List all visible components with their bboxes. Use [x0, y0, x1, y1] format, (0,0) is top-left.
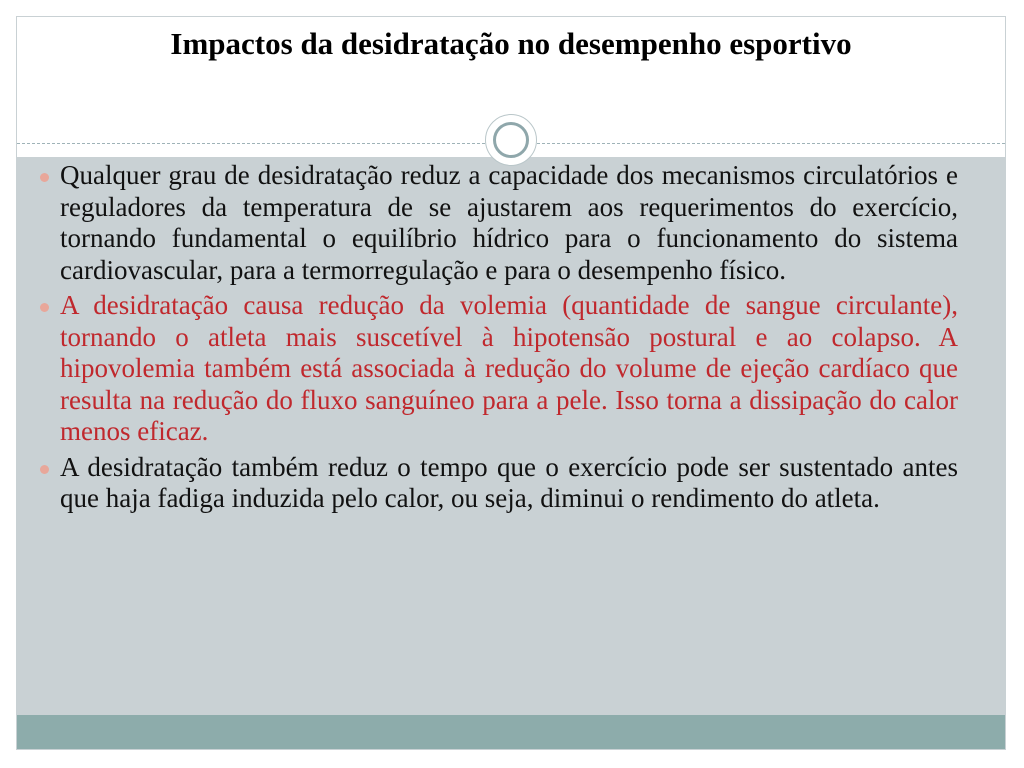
bullet-dot-icon: [40, 173, 49, 182]
bullet-dot-icon: [40, 465, 49, 474]
bullet-item: [40, 452, 958, 515]
bullet-text: A desidratação também reduz o tempo que o exercício pode ser sustentado antes que haja fadiga induzida pelo calor, ou seja, diminui o rendimento do atleta.: [60, 451, 958, 513]
slide-title: Impactos da desidratação no desempenho esportivo: [170, 26, 852, 61]
circle-ornament-icon: [485, 114, 537, 166]
bullet-dot-icon: [40, 303, 49, 312]
bullet-text: A desidratação causa redução da volemia (quantidade de sangue circulante), tornando o atleta mais suscetível à hipotensão postural e ao colapso. A hipovolemia também está associada à redução do volume de ejeção cardíaco que resulta na redução do fluxo sanguíneo para a pele. Isso torna a dissipação do calor menos eficaz.: [60, 290, 958, 446]
footer-bar: [17, 715, 1005, 749]
bullet-text: Qualquer grau de desidratação reduz a capacidade dos mecanismos circulatórios e reguladores da temperatura de se ajustarem aos requerimentos do exercício, tornando fundamental o equilíbrio hídrico para o funcionamento do sistema cardiovascular, para a termorregulação e para o desempenho físico.: [60, 160, 958, 285]
circle-ornament-ring: [493, 122, 529, 158]
bullet-item: [40, 290, 958, 448]
bullet-item: [40, 160, 958, 286]
bullet-list: [40, 160, 958, 519]
